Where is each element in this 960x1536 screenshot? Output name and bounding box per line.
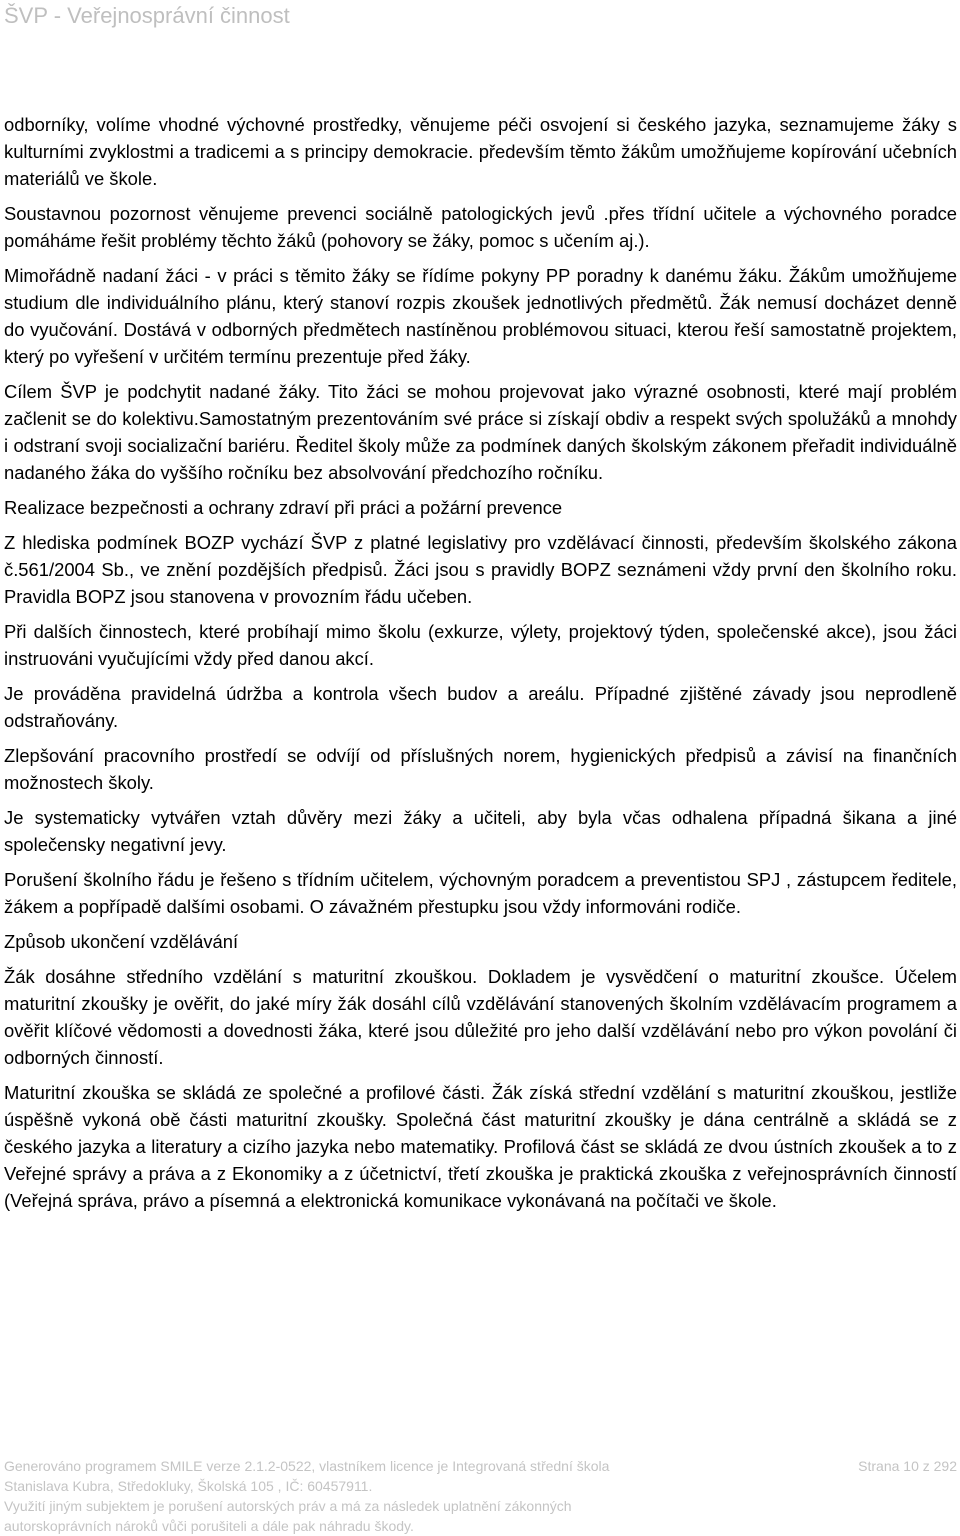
paragraph-work-environment: Zlepšování pracovního prostředí se odvíjí od příslušných norem, hygienických předpisů a závisí na finančních možnostech školy. — [4, 745, 957, 793]
page-header-title: ŠVP - Veřejnosprávní činnost — [4, 3, 290, 28]
paragraph-school-rules: Porušení školního řádu je řešeno s třídním učitelem, výchovným poradcem a preventistou SPJ , zástupcem ředitele, žákem a popřípadě dalšími osobami. O závažném přestupku jsou vždy informováni rodiče. — [4, 869, 957, 917]
paragraph-gifted-students: Mimořádně nadaní žáci - v práci s těmito žáky se řídíme pokyny PP poradny k danému žáku. Žákům umožňujeme studium dle individuálního plánu, který stanoví rozpis zkoušek jednotlivých předmětů. Žák nemusí docházet denně do vyučování. Dostává v odborných předmětech nastíněnou problémovou situaci, kterou řeší samostatně projektem, který po vyřešení v určitém termínu prezentuje před žáky. — [4, 265, 957, 367]
paragraph-prevention: Soustavnou pozornost věnujeme prevenci sociálně patologických jevů .přes třídní učitele a výchovného poradce pomáháme řešit problémy těchto žáků (pohovory se žáky, pomoc s učením aj.). — [4, 203, 957, 251]
paragraph-trust: Je systematicky vytvářen vztah důvěry mezi žáky a učiteli, aby byla včas odhalena případná šikana a jiné společensky negativní jevy. — [4, 807, 957, 855]
paragraph-other-activities: Při dalších činnostech, které probíhají mimo školu (exkurze, výlety, projektový týden, společenské akce), jsou žáci instruováni vyučujícími vždy před danou akcí. — [4, 621, 957, 669]
footer-row-generated — [4, 1456, 957, 1476]
section-heading-safety: Realizace bezpečnosti a ochrany zdraví při práci a požární prevence — [4, 497, 563, 518]
paragraph-support-students: odborníky, volíme vhodné výchovné prostředky, věnujeme péči osvojení si českého jazyka, seznamujeme žáky s kulturními zvyklostmi a tradicemi a s principy demokracie. především těmto žákům umožňujeme kopírování učebních materiálů ve škole. — [4, 114, 957, 189]
section-heading-graduation: Způsob ukončení vzdělávání — [4, 931, 239, 952]
document-body — [4, 111, 957, 1214]
paragraph-bozp: Z hlediska podmínek BOZP vychází ŠVP z platné legislativy pro vzdělávací činnosti, především školského zákona č.561/2004 Sb., ve znění pozdějších předpisů. Žáci jsou s pravidly BOPZ seznámeni vždy první den školního roku. Pravidla BOPZ jsou stanovena v provozním řádu učeben. — [4, 532, 957, 607]
footer-generated-text: Generováno programem SMILE verze 2.1.2-0522, vlastníkem licence je Integrovaná střední škola — [4, 1458, 610, 1474]
paragraph-maturita: Maturitní zkouška se skládá ze společné a profilové části. Žák získá střední vzdělání s maturitní zkouškou, jestliže úspěšně vykoná obě části maturitní zkoušky. Společná část maturitní zkoušky je dána centrálně a skládá se z českého jazyka a literatury a cizího jazyka nebo matematiky. Profilová část se skládá ze dvou ústních zkoušek a to z Veřejné správy a práva a z Ekonomiky a z účetnictví, třetí zkouška je praktická zkouška z veřejnosprávních činností (Veřejná správa, právo a písemná a elektronická komunikace vykonávaná na počítači ve škole. — [4, 1082, 957, 1211]
paragraph-svp-goal: Cílem ŠVP je podchytit nadané žáky. Tito žáci se mohou projevovat jako výrazné osobnosti, které mají problém začlenit se do kolektivu.Samostatným prezentováním své práce si získají obdiv a respekt svých spolužáků a mnohdy i odstraní svoji socializační bariéru. Ředitel školy může za podmínek daných školským zákonem přeřadit individuálně nadaného žáka do vyššího ročníku bez absolvování předchozího ročníku. — [4, 381, 957, 483]
footer-copyright-line-1: Využití jiným subjektem je porušení autorských práv a má za následek uplatnění zákonných — [4, 1498, 572, 1514]
footer-page-number: Strana 10 z 292 — [858, 1458, 957, 1474]
paragraph-graduation: Žák dosáhne středního vzdělání s maturitní zkouškou. Dokladem je vysvědčení o maturitní zkoušce. Účelem maturitní zkoušky je ověřit, do jaké míry žák dosáhl cílů vzdělávání stanovených školním vzdělávacím programem a ověřit klíčové vědomosti a dovednosti žáka, které jsou důležité pro jeho další vzdělávání nebo pro výkon povolání či odborných činností. — [4, 966, 957, 1068]
footer-copyright-line-2: autorskoprávních nároků vůči porušiteli a dále pak náhradu škody. — [4, 1518, 414, 1534]
paragraph-maintenance: Je prováděna pravidelná údržba a kontrola všech budov a areálu. Případné zjištěné závady jsou neprodleně odstraňovány. — [4, 683, 957, 731]
page-footer — [4, 1456, 957, 1536]
footer-address: Stanislava Kubra, Středokluky, Školská 105 , IČ: 60457911. — [4, 1478, 373, 1494]
